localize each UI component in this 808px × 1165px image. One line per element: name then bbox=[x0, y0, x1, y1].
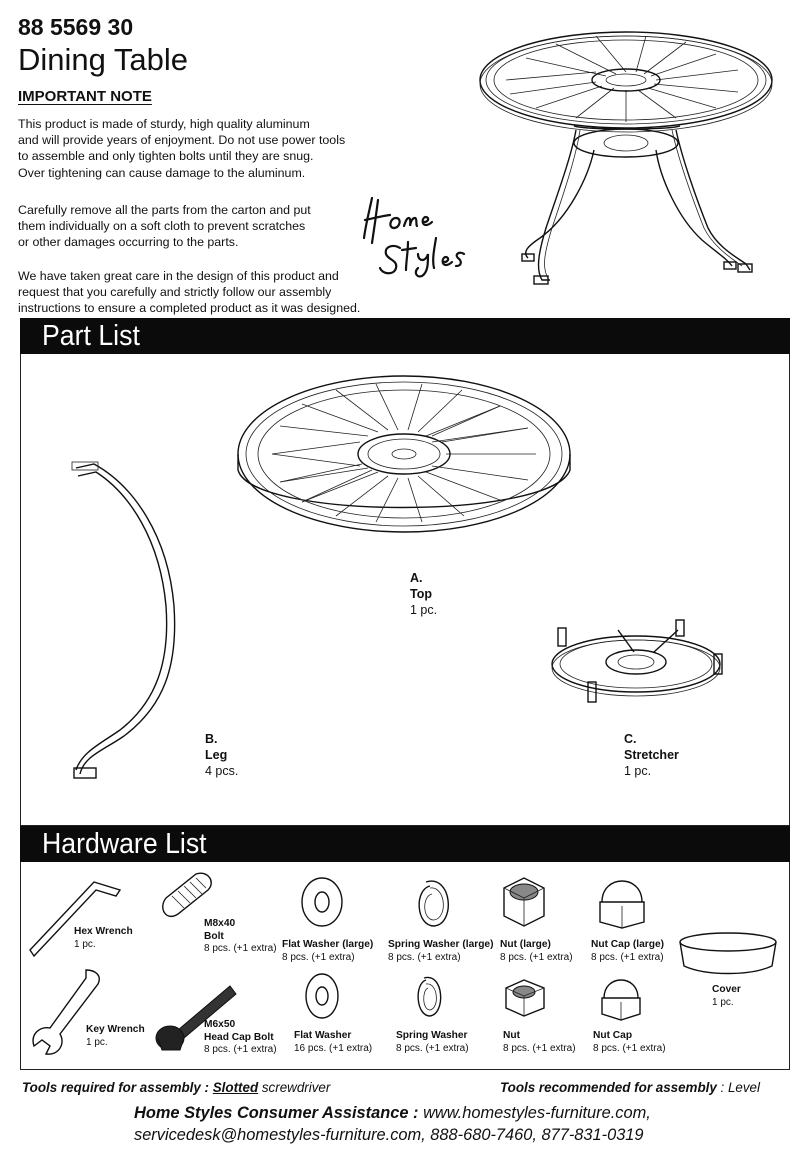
hw-qty: 8 pcs. (+1 extra) bbox=[204, 1044, 277, 1055]
note-paragraph-2 bbox=[18, 202, 368, 251]
hw-name: Nut Cap bbox=[593, 1030, 633, 1041]
nut-icon bbox=[502, 976, 548, 1020]
hw-name: Flat Washer bbox=[294, 1030, 352, 1041]
tools-recommended bbox=[500, 1080, 760, 1095]
part-c-stretcher-illustration bbox=[548, 618, 728, 718]
tools-required-rest: screwdriver bbox=[258, 1080, 331, 1095]
flat-washer-large-label bbox=[282, 939, 373, 964]
nut-label bbox=[503, 1030, 576, 1055]
key-wrench-label bbox=[86, 1024, 145, 1049]
m8x40-bolt-label bbox=[204, 918, 277, 956]
text-line: Over tightening can cause damage to the aluminum. bbox=[18, 165, 306, 180]
hw-name: Nut Cap (large) bbox=[591, 939, 665, 950]
spring-washer-icon bbox=[412, 970, 448, 1020]
hardware-list-banner bbox=[20, 826, 790, 862]
hw-name: M6x50 bbox=[204, 1019, 236, 1030]
tools-recommended-rest: : Level bbox=[716, 1080, 760, 1095]
flat-washer-icon bbox=[302, 970, 342, 1024]
part-letter: B. bbox=[205, 732, 218, 746]
hw-qty: 1 pc. bbox=[74, 938, 96, 950]
tools-required-tool: Slotted bbox=[212, 1080, 259, 1095]
cover-icon bbox=[676, 930, 780, 978]
spring-washer-label bbox=[396, 1030, 469, 1055]
text-line: to assemble and only tighten bolts until they are snug. bbox=[18, 149, 314, 164]
hw-qty: 16 pcs. (+1 extra) bbox=[294, 1042, 373, 1054]
part-letter: C. bbox=[624, 732, 637, 746]
hw-qty: 8 pcs. (+1 extra) bbox=[396, 1042, 469, 1054]
hw-qty: 8 pcs. (+1 extra) bbox=[593, 1042, 666, 1054]
hw-name: M8x40 bbox=[204, 918, 236, 929]
text-line: This product is made of sturdy, high quality aluminum bbox=[18, 117, 310, 131]
nut-large-label bbox=[500, 939, 573, 964]
hw-name: Nut bbox=[503, 1030, 520, 1041]
cover-label bbox=[712, 984, 741, 1009]
hw-name: Spring Washer bbox=[396, 1030, 468, 1041]
part-name: Leg bbox=[205, 748, 228, 762]
flat-washer-large-icon bbox=[298, 874, 348, 930]
tools-recommended-label: Tools recommended for assembly bbox=[500, 1080, 717, 1095]
part-name: Top bbox=[410, 587, 432, 601]
flat-washer-label bbox=[294, 1030, 372, 1055]
assistance-website: www.homestyles-furniture.com, bbox=[423, 1104, 651, 1122]
part-qty: 1 pc. bbox=[624, 764, 652, 778]
tools-required-label: Tools required for assembly : bbox=[22, 1080, 213, 1095]
hw-qty: 8 pcs. (+1 extra) bbox=[591, 951, 664, 963]
text-line: request that you carefully and strictly follow our assembly bbox=[18, 285, 332, 300]
spring-washer-large-label bbox=[388, 939, 493, 964]
text-line: them individually on a soft cloth to prevent scratches bbox=[18, 219, 306, 234]
page-title: Dining Table bbox=[18, 42, 189, 77]
part-a-label bbox=[410, 570, 437, 618]
text-line: We have taken great care in the design of this product and bbox=[18, 269, 339, 283]
part-list-heading: Part List bbox=[42, 320, 140, 352]
part-qty: 1 pc. bbox=[410, 603, 438, 617]
nut-cap-large-icon bbox=[594, 870, 650, 932]
text-line: or other damages occurring to the parts. bbox=[18, 235, 239, 250]
consumer-assistance bbox=[134, 1104, 651, 1123]
text-line: Carefully remove all the parts from the carton and put bbox=[18, 203, 311, 217]
hw-name-2: Bolt bbox=[204, 930, 224, 942]
text-line: and will provide years of enjoyment. Do not use power tools bbox=[18, 133, 346, 148]
part-name: Stretcher bbox=[624, 748, 679, 762]
m6x50-bolt-label bbox=[204, 1019, 277, 1057]
nut-large-icon bbox=[498, 874, 550, 930]
nut-cap-icon bbox=[598, 972, 644, 1022]
model-number: 88 5569 30 bbox=[18, 14, 134, 40]
text-line: instructions to ensure a completed product as it was designed. bbox=[18, 301, 361, 316]
assistance-contact: servicedesk@homestyles-furniture.com, 888-680-7460, 877-831-0319 bbox=[134, 1126, 644, 1144]
spring-washer-large-icon bbox=[412, 874, 458, 930]
part-a-top-illustration bbox=[232, 370, 578, 560]
hardware-list-heading: Hardware List bbox=[42, 828, 207, 860]
hw-name-2: Head Cap Bolt bbox=[204, 1031, 274, 1043]
hw-name: Key Wrench bbox=[86, 1024, 145, 1035]
hw-qty: 8 pcs. (+1 extra) bbox=[503, 1042, 576, 1054]
hw-qty: 8 pcs. (+1 extra) bbox=[388, 951, 461, 963]
hw-name: Cover bbox=[712, 984, 741, 995]
hex-wrench-label bbox=[74, 926, 133, 951]
part-letter: A. bbox=[410, 571, 423, 585]
nut-cap-large-label bbox=[591, 939, 664, 964]
hw-name: Flat Washer (large) bbox=[282, 939, 374, 950]
dining-table-illustration bbox=[476, 18, 794, 314]
hw-qty: 8 pcs. (+1 extra) bbox=[500, 951, 573, 963]
hw-qty: 8 pcs. (+1 extra) bbox=[282, 951, 355, 963]
part-list-banner bbox=[20, 318, 790, 354]
part-b-label bbox=[205, 731, 238, 779]
note-paragraph-3 bbox=[18, 268, 368, 317]
hw-name: Nut (large) bbox=[500, 939, 551, 950]
hw-qty: 8 pcs. (+1 extra) bbox=[204, 943, 277, 954]
hw-qty: 1 pc. bbox=[86, 1036, 108, 1048]
important-note-heading: IMPORTANT NOTE bbox=[18, 88, 152, 105]
nut-cap-label bbox=[593, 1030, 666, 1055]
part-b-leg-illustration bbox=[64, 456, 184, 786]
part-c-label bbox=[624, 731, 679, 779]
hw-name: Spring Washer (large) bbox=[388, 939, 494, 950]
hw-qty: 1 pc. bbox=[712, 996, 734, 1008]
assistance-label: Home Styles Consumer Assistance : bbox=[134, 1104, 424, 1122]
note-paragraph-1 bbox=[18, 116, 368, 181]
tools-required bbox=[22, 1080, 330, 1095]
hw-name: Hex Wrench bbox=[74, 926, 133, 937]
part-qty: 4 pcs. bbox=[205, 764, 239, 778]
home-styles-logo bbox=[352, 188, 482, 284]
